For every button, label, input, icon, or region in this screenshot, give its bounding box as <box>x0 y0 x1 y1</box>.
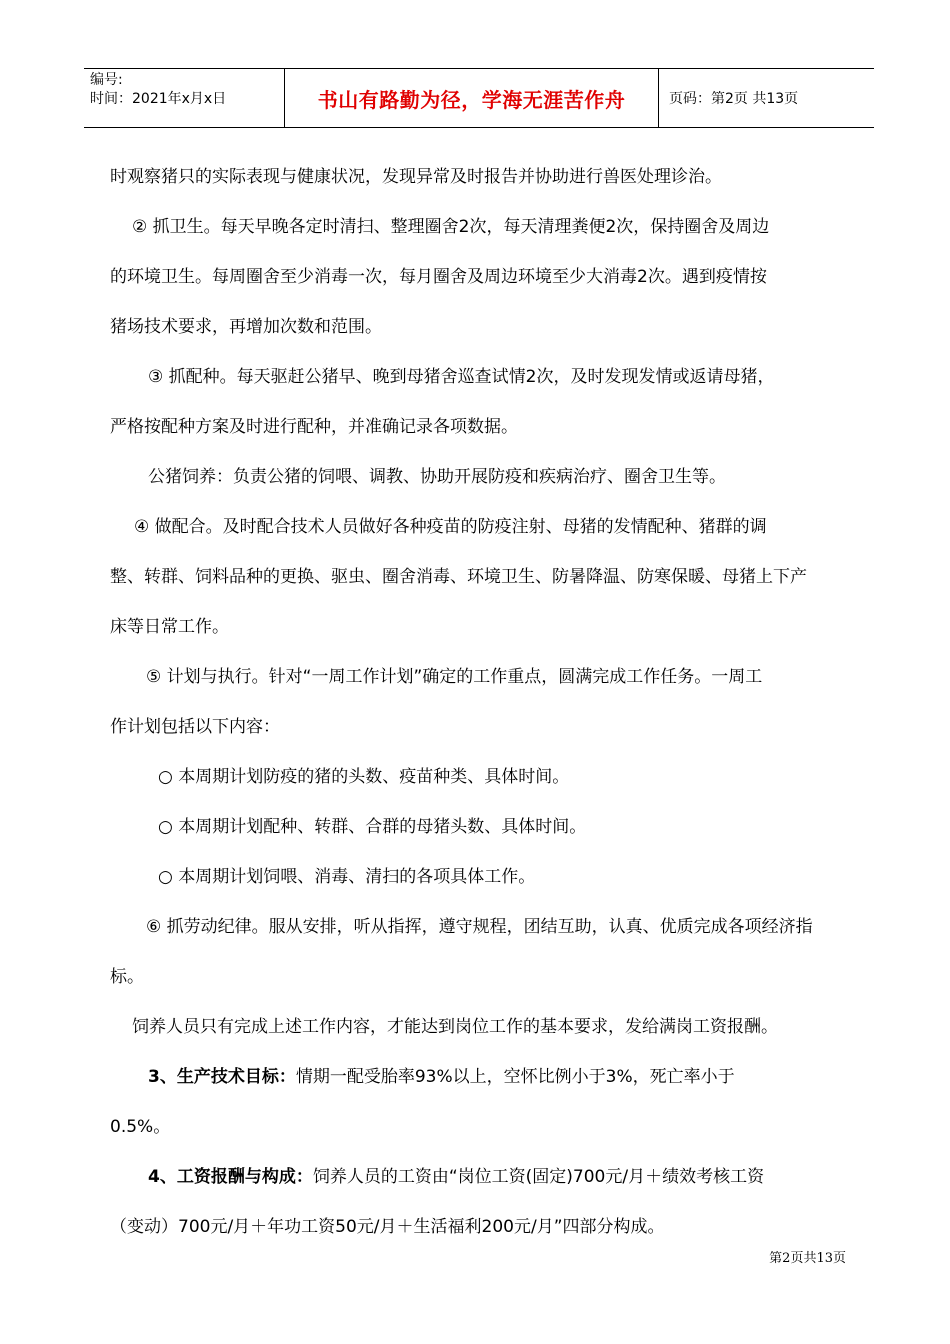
target-paragraph-cont: 0.5%。 <box>110 1117 171 1137</box>
number-label: 编号: <box>90 72 123 88</box>
paragraph-line: 猪场技术要求，再增加次数和范围。 <box>110 317 382 337</box>
paragraph-line: 床等日常工作。 <box>110 617 229 637</box>
paragraph-line: 作计划包括以下内容： <box>110 717 280 737</box>
header-page-info: 页码：第2页 共13页 <box>669 91 799 107</box>
paragraph-line: ⑤ 计划与执行。针对“一周工作计划”确定的工作重点，圆满完成工作任务。一周工 <box>146 667 763 687</box>
paragraph-line: 整、转群、饲料品种的更换、驱虫、圈舍消毒、环境卫生、防暑降温、防寒保暖、母猪上下产 <box>110 567 807 587</box>
document-body <box>110 152 848 1252</box>
target-text: 情期一配受胎率93%以上，空怀比例小于3%，死亡率小于 <box>295 1067 735 1087</box>
motto: 书山有路勤为径，学海无涯苦作舟 <box>317 87 626 112</box>
target-paragraph <box>110 1052 848 1102</box>
wage-heading: 4、工资报酬与构成： <box>148 1167 313 1187</box>
paragraph-line: 公猪饲养：负责公猪的饲喂、调教、协助开展防疫和疾病治疗、圈舍卫生等。 <box>148 467 726 487</box>
header-meta <box>84 69 285 127</box>
paragraph-line: 时观察猪只的实际表现与健康状况，发现异常及时报告并协助进行兽医处理诊治。 <box>110 167 722 187</box>
page-header <box>84 68 874 128</box>
wage-paragraph <box>110 1152 848 1202</box>
paragraph-line: ⑥ 抓劳动纪律。服从安排，听从指挥，遵守规程，团结互助，认真、优质完成各项经济指 <box>146 917 813 937</box>
target-heading: 3、生产技术目标： <box>148 1067 296 1087</box>
page-footer: 第2页共13页 <box>769 1251 846 1266</box>
wage-text: 饲养人员的工资由“岗位工资(固定)700元/月＋绩效考核工资 <box>312 1167 765 1187</box>
paragraph-line: 严格按配种方案及时进行配种，并准确记录各项数据。 <box>110 417 518 437</box>
paragraph-line: 饲养人员只有完成上述工作内容，才能达到岗位工作的基本要求，发给满岗工资报酬。 <box>132 1017 778 1037</box>
date-label: 时间：2021年x月x日 <box>90 91 227 107</box>
paragraph-line: ③ 抓配种。每天驱赶公猪早、晚到母猪舍巡查试情2次，及时发现发情或返请母猪， <box>148 367 775 387</box>
wage-paragraph-cont: （变动）700元/月＋年功工资50元/月＋生活福利200元/月”四部分构成。 <box>110 1217 665 1237</box>
list-item: ○ 本周期计划防疫的猪的头数、疫苗种类、具体时间。 <box>158 767 570 787</box>
paragraph-line: ④ 做配合。及时配合技术人员做好各种疫苗的防疫注射、母猪的发情配种、猪群的调 <box>134 517 767 537</box>
list-item: ○ 本周期计划配种、转群、合群的母猪头数、具体时间。 <box>158 817 587 837</box>
paragraph-line: ② 抓卫生。每天早晚各定时清扫、整理圈舍2次，每天清理粪便2次，保持圈舍及周边 <box>132 217 770 237</box>
list-item: ○ 本周期计划饲喂、消毒、清扫的各项具体工作。 <box>158 867 536 887</box>
header-motto-cell <box>285 69 659 127</box>
paragraph-line: 标。 <box>110 967 144 987</box>
paragraph-line: 的环境卫生。每周圈舍至少消毒一次，每月圈舍及周边环境至少大消毒2次。遇到疫情按 <box>110 267 767 287</box>
